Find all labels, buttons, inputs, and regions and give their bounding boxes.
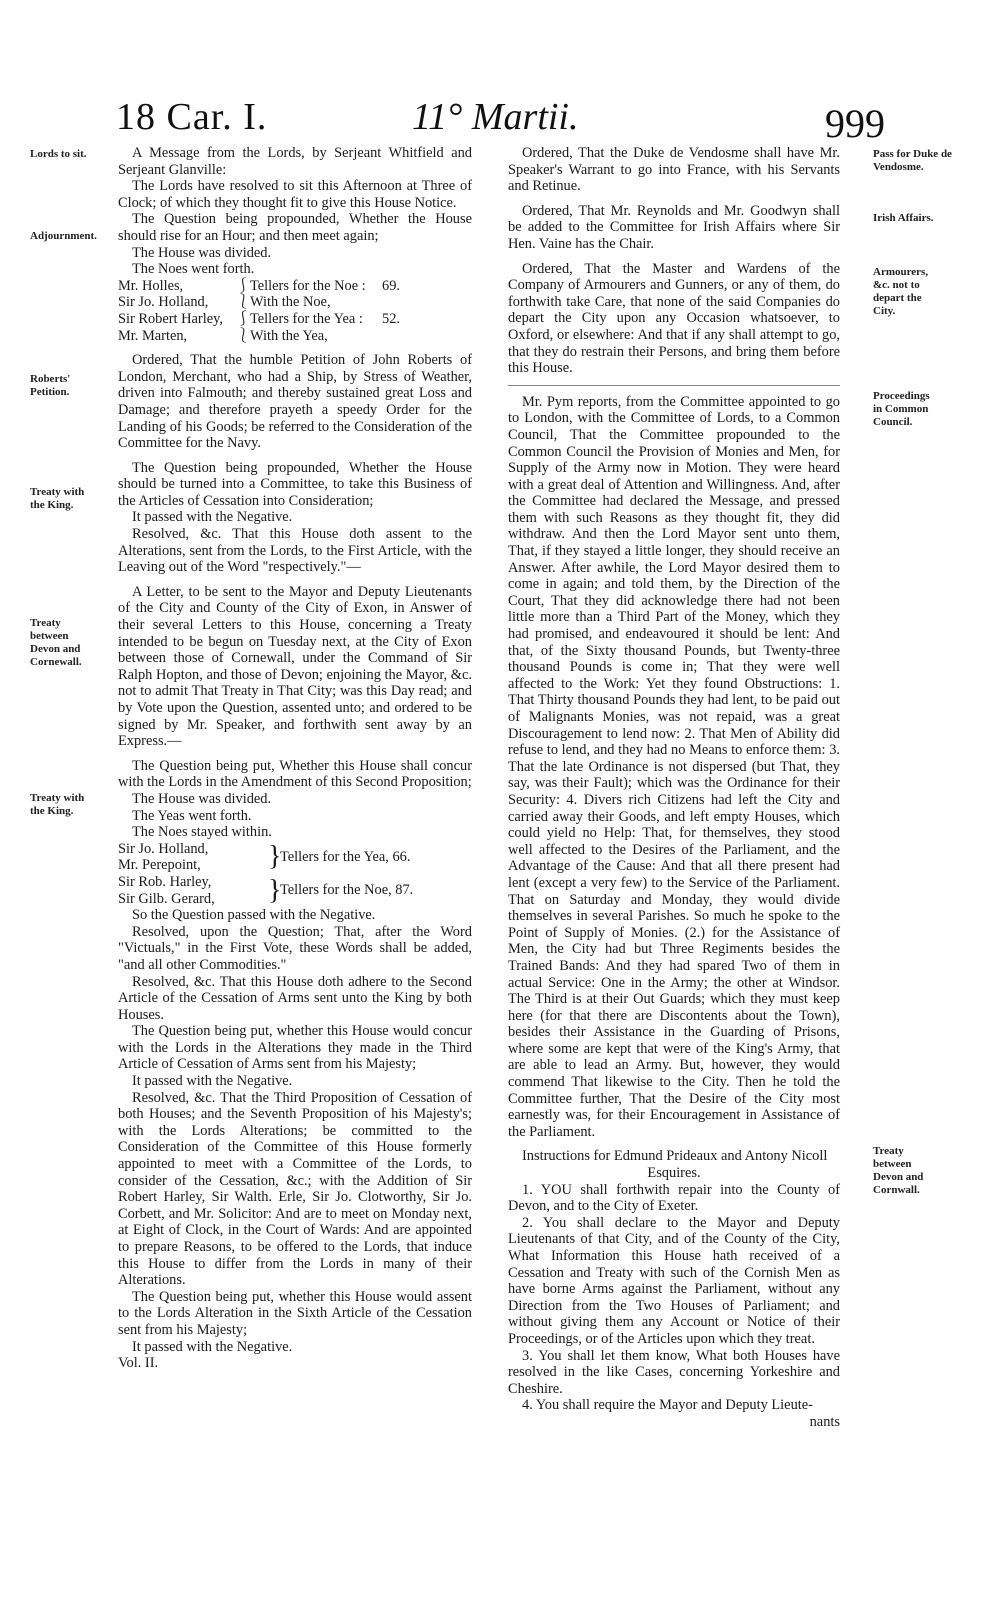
vote-count — [382, 294, 412, 311]
teller-name: Mr. Marten, — [118, 327, 188, 344]
teller-role: With the Yea, — [250, 327, 328, 344]
teller-role: Tellers for the Yea, 66. — [280, 849, 411, 866]
margin-note-lords-to-sit: Lords to sit. — [30, 148, 87, 160]
teller-role: Tellers for the Noe : — [250, 277, 366, 294]
teller-name: Sir Gilb. Gerard, — [118, 890, 215, 907]
question-passed-negative: So the Question passed with the Negative. — [132, 907, 376, 924]
question-third-article: The Question being put, whether this House would concur with the Lords in the Alterations they made in the Third Article of Cessation of Arms sent from his Majesty; — [118, 1023, 472, 1073]
teller-name: Mr. Perepoint, — [118, 857, 201, 874]
vote-count: 69. — [382, 277, 400, 294]
teller-name: Sir Rob. Harley, — [118, 873, 212, 890]
teller-row — [118, 328, 472, 345]
house-divided: The House was divided. — [132, 244, 272, 261]
passed-negative-2: It passed with the Negative. — [132, 1073, 293, 1090]
right-column — [508, 145, 840, 1431]
teller-name: Sir Robert Harley, — [118, 310, 223, 327]
noes-went-forth: The Noes went forth. — [132, 261, 255, 278]
tellers-block-1 — [118, 278, 472, 344]
teller-name: Sir Jo. Holland, — [118, 840, 209, 857]
teller-role: Tellers for the Noe, 87. — [280, 882, 414, 899]
teller-role: Tellers for the Yea : — [250, 310, 363, 327]
catchword: nants — [809, 1413, 840, 1430]
roberts-petition-order: Ordered, That the humble Petition of John Roberts of London, Merchant, who had a Ship, by Stress of Weather, driven into Falmouth; and thereby sustained great Loss and Damage; and therefore prayeth a speedy Order for the Landing of his Goods; be referred to the Consideration of the Committee for the Navy. — [118, 352, 472, 452]
question-second-proposition: The Question being put, Whether this House shall concur with the Lords in the Amendment of this Second Proposition; — [118, 757, 472, 791]
teller-row — [118, 278, 472, 295]
question-adjourn: The Question being propounded, Whether the House should rise for an Hour; and then meet again; — [118, 211, 472, 244]
resolution-victuals: Resolved, upon the Question; That, after the Word "Victuals," in the First Vote, these Words shall be added, "and all other Commodities." — [118, 923, 472, 973]
vote-count — [382, 328, 412, 345]
letter-to-exon: A Letter, to be sent to the Mayor and Deputy Lieutenants of the City and County of the City of Exon, in Answer of their several Letters to this House, concerning a Treaty intended to be begun on Tuesday next, at the City of Exon between those of Cornewall, under the Command of Sir Ralph Hopton, and those of Devon; enjoining the Mayor, &c. not to admit That Treaty in That City; was this Day read; and by Vote upon the Question, assented unto; and ordered to be signed by Mr. Speaker, and forthwith sent away by an Express.— — [118, 583, 472, 750]
margin-note-treaty-with-king-2: Treaty with the King. — [30, 792, 85, 817]
passed-negative: It passed with the Negative. — [132, 509, 293, 526]
brace-glyph: } — [268, 841, 282, 873]
brace-glyph: ⎱ — [236, 327, 251, 344]
margin-note-irish-affairs: Irish Affairs. — [873, 212, 934, 224]
instruction-1: 1. YOU shall forthwith repair into the County of Devon, and to the City of Exeter. — [508, 1181, 840, 1215]
irish-affairs-order: Ordered, That Mr. Reynolds and Mr. Goodwyn shall be added to the Committee for Irish Affairs where Sir Hen. Vaine has the Chair. — [508, 202, 840, 252]
volume-signature: Vol. II. — [118, 1355, 159, 1372]
teller-name: Sir Jo. Holland, — [118, 294, 209, 311]
teller-name: Mr. Holles, — [118, 277, 184, 294]
message-from-lords: A Message from the Lords, by Serjeant Whitfield and Serjeant Glanville: — [118, 145, 472, 178]
teller-row — [118, 294, 472, 311]
section-rule — [508, 385, 840, 386]
question-sixth-article: The Question being put, whether this House would assent to the Lords Alteration in the Sixth Article of the Cessation sent from his Majesty; — [118, 1288, 472, 1338]
brace-glyph: ⎱ — [236, 294, 251, 311]
vendosme-order: Ordered, That the Duke de Vendosme shall have Mr. Speaker's Warrant to go into France, with his Servants and Retinue. — [508, 145, 840, 195]
margin-note-treaty-devon-cornewall: Treaty between Devon and Cornewall. — [30, 617, 82, 668]
teller-role: With the Noe, — [250, 294, 331, 311]
lords-resolution: The Lords have resolved to sit this Afternoon at Three of Clock; of which they thought fit to give this House Notice. — [118, 178, 472, 211]
resolution-first-article: Resolved, &c. That this House doth assent to the Alterations, sent from the Lords, to the First Article, with the Leaving out of the Word "respectively."— — [118, 526, 472, 576]
brace-glyph: ⎰ — [236, 310, 251, 327]
page-number: 999 — [825, 101, 885, 146]
instructions-heading-2: Esquires. — [647, 1165, 701, 1182]
instruction-2: 2. You shall declare to the Mayor and Deputy Lieutenants of that City, and of the County of the City, What Information this House hath received of a Cessation and Treaty with such of the Cornish Men as have borne Arms against the Parliament, without any Direction from the Two Houses of Parliament; and without giving them any Account or Notice of their Proceedings, or of the Articles upon which they treat. — [508, 1214, 840, 1347]
tellers-block-2a — [118, 841, 472, 874]
resolution-second-article: Resolved, &c. That this House doth adhere to the Second Article of the Cessation of Arms sent unto the King by both Houses. — [118, 973, 472, 1023]
passed-negative-3: It passed with the Negative. — [132, 1338, 293, 1355]
margin-note-roberts-petition: Roberts' Petition. — [30, 373, 71, 398]
instruction-3: 3. You shall let them know, What both Houses have resolved in the like Cases, concerning Yorkeshire and Cheshire. — [508, 1347, 840, 1397]
left-column — [118, 145, 472, 1372]
running-head-regnal-year: 18 Car. I. — [116, 96, 268, 138]
margin-note-treaty-devon-cornwall: Treaty between Devon and Cornwall. — [873, 1145, 924, 1196]
brace-glyph: } — [268, 874, 282, 906]
noes-stayed-within: The Noes stayed within. — [132, 824, 272, 841]
margin-note-adjournment: Adjournment. — [30, 230, 97, 242]
pym-report: Mr. Pym reports, from the Committee appointed to go to London, with the Committee of Lords, to a Common Council, That the Committee propounded to the Common Council the Provision of Monies and Men, for Supply of the Army now in Motion. They were heard with a great deal of Attention and Willingness. And, after the Committee had declared the Message, and pressed them with such Reasons as they thought fit, they did withdraw. And then the Lord Mayor sent unto them, That, if they stayed a little longer, they should receive an Answer. After awhile, the Lord Mayor desired them to come in again; and told them, by the Direction of the Court, That they did acknowledge there had not been little more than a Third Part of the Money, which they had promised, and endeavoured it should be lent: And that, of the Sixty thousand Pounds, but Twenty-three thousand Pounds is come in; That they were well affected to the Work: Yet they found Obstructions: 1. That Thirty thousand Pounds they had lent, to be paid out of Malignants Monies, was not repaid, was a great Discouragement to lend now: 2. That Men of Ability did refuse to lend, and they had no Means to enforce them: 3. That the late Ordinance is not dispersed (but That, they say, was their Fault); which was the Ordinance for their Security: 4. Divers rich Citizens had left the City and carried away their Goods, and left empty Houses, which could yield no Help: That, for themselves, they stood well affected to the Desires of the Parliament, and the Advantage of the Cause: And that all there present had lent (except a very few) to the Service of the Parliament. That on Saturday and Monday, they would divide themselves in several Parishes. So much he spoke to the Point of Supply of Monies. (2.) for the Assistance of Men, the City had but Three Regiments besides the Trained Bands: And they had spared Two of them in actual Service: One in the Army; the other at Windsor. The Third is at their Out Guards; which they must keep here (for that there are Discontents about the Town), besides their Assistance in the Guarding of Prisons, where some are kept that were of the King's Army, that are able to lead an Army. But, however, they would commend That likewise to the City. Then he told the Committee further, That the Desire of the City most earnestly was, for their Encouragement in Assistance of the Parliament. — [508, 393, 840, 1140]
margin-note-treaty-with-king: Treaty with the King. — [30, 486, 85, 511]
vote-count: 52. — [382, 310, 400, 327]
teller-row — [118, 311, 472, 328]
armourers-order: Ordered, That the Master and Wardens of the Company of Armourers and Gunners, or any of them, do forthwith take Care, that none of the said Companies do depart the City upon any Occasion whatsoever, to Oxford, or elsewhere: And that if any shall attempt to go, that they do restrain their Persons, and bring them before this House. — [508, 260, 840, 377]
question-committee: The Question being propounded, Whether the House should be turned into a Committee, to take this Business of the Articles of Cessation into Consideration; — [118, 459, 472, 509]
running-head-date: 11° Martii. — [412, 96, 579, 138]
brace-glyph: ⎰ — [236, 277, 251, 294]
house-divided-2: The House was divided. — [132, 790, 272, 807]
instructions-heading: Instructions for Edmund Prideaux and Antony Nicoll — [522, 1148, 828, 1165]
margin-note-pass-vendosme: Pass for Duke de Vendosme. — [873, 148, 952, 173]
margin-note-armourers: Armourers, &c. not to depart the City. — [873, 266, 929, 317]
yeas-went-forth: The Yeas went forth. — [132, 807, 252, 824]
resolution-committee: Resolved, &c. That the Third Proposition of Cessation of both Houses; and the Seventh Proposition of his Majesty's; with the Lords Alterations; be committed to the Consideration of the Committee of this House formerly appointed to meet with a Committee of the Lords, to consider of the Cessation, &c.; with the Addition of Sir Robert Harley, Sir Walth. Erle, Sir Jo. Clotworthy, Sir Jo. Corbett, and Mr. Solicitor: And are to meet on Monday next, at Eight of Clock, in the Court of Wards: And are appointed to prepare Reasons, to be offered to the Lords, that induce this House to differ from the Lords in many of their Alterations. — [118, 1089, 472, 1289]
tellers-block-2b — [118, 874, 472, 907]
instruction-4: 4. You shall require the Mayor and Deputy Lieute- — [522, 1397, 813, 1414]
margin-note-common-council: Proceedings in Common Council. — [873, 390, 930, 428]
